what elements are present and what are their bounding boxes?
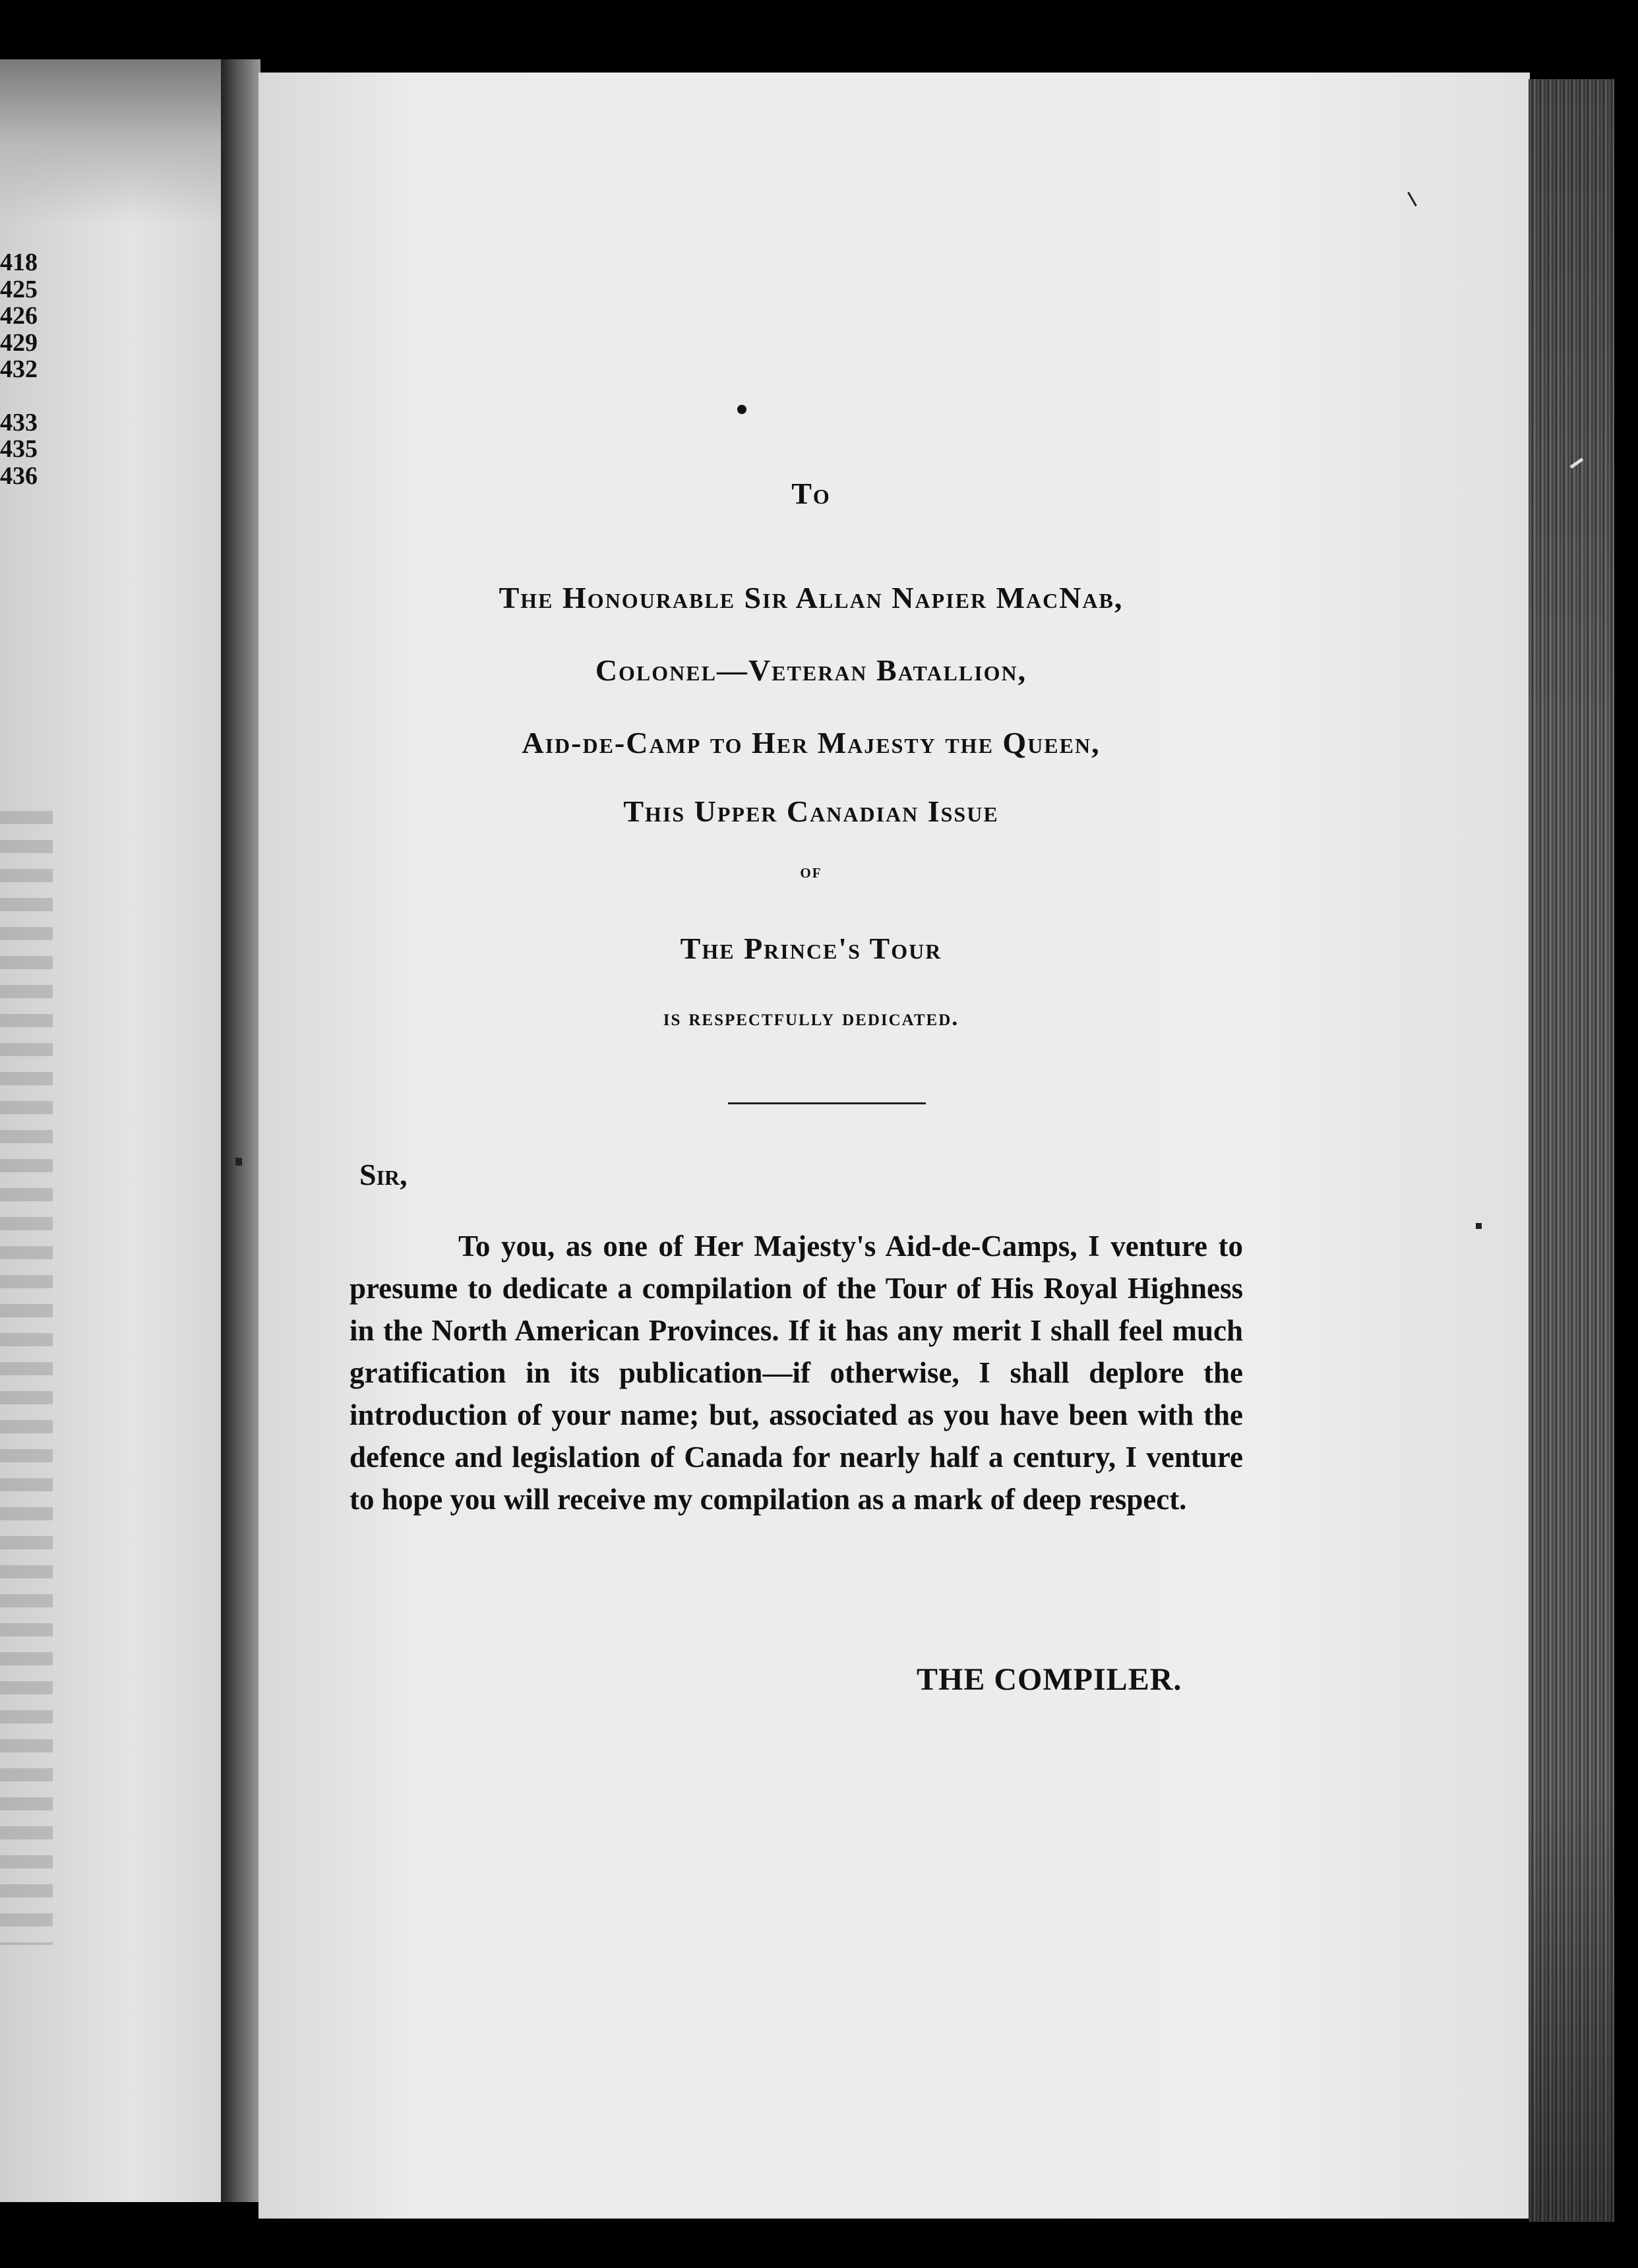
page-fore-edge-shade	[1529, 79, 1614, 2222]
dedication-of: of	[800, 860, 822, 882]
book-gutter	[221, 59, 260, 2202]
ornament-dot	[737, 405, 746, 414]
left-page-number: 435	[0, 435, 38, 463]
dedication-rank: Colonel—Veteran Batallion,	[595, 653, 1027, 687]
letter-salutation: Sir,	[359, 1158, 408, 1191]
left-page-number: 426	[0, 302, 38, 330]
dedication-closing: is respectfully dedicated.	[663, 1004, 959, 1030]
dedication-issue: This Upper Canadian Issue	[623, 794, 999, 828]
left-page-number: 432	[0, 355, 38, 383]
left-page-faded-text	[0, 811, 53, 1945]
dedication-name: The Honourable Sir Allan Napier MacNab,	[499, 581, 1124, 614]
left-page-number: 418	[0, 249, 38, 276]
dedication-to: To	[791, 477, 831, 510]
left-page-number: 425	[0, 275, 38, 303]
left-page-number-column	[0, 249, 38, 489]
scan-speck	[235, 1158, 242, 1166]
dedication-page	[258, 73, 1530, 2219]
letter-body: To you, as one of Her Majesty's Aid-de-Camps, I venture to presume to dedicate a compilation of the Tour of His Royal Highness in the North American Provinces. If it has any merit I shall feel much gratification in its publication—if otherwise, I shall deplore the introduction of your name; but, associated as you have been with the defence and legislation of Canada for nearly half a century, I venture to hope you will receive my compilation as a mark of deep respect.	[349, 1230, 1243, 1516]
dedication-book-title: The Prince's Tour	[680, 932, 942, 965]
scan-speck	[1476, 1223, 1482, 1229]
left-page-number: 433	[0, 408, 38, 436]
left-page-number: 429	[0, 328, 38, 357]
letter-signature: THE COMPILER.	[917, 1662, 1182, 1697]
left-page-number: 436	[0, 462, 38, 490]
left-page-shadow	[0, 59, 221, 224]
section-divider	[728, 1102, 926, 1104]
dedication-title: Aid-de-Camp to Her Majesty the Queen,	[522, 726, 1101, 760]
